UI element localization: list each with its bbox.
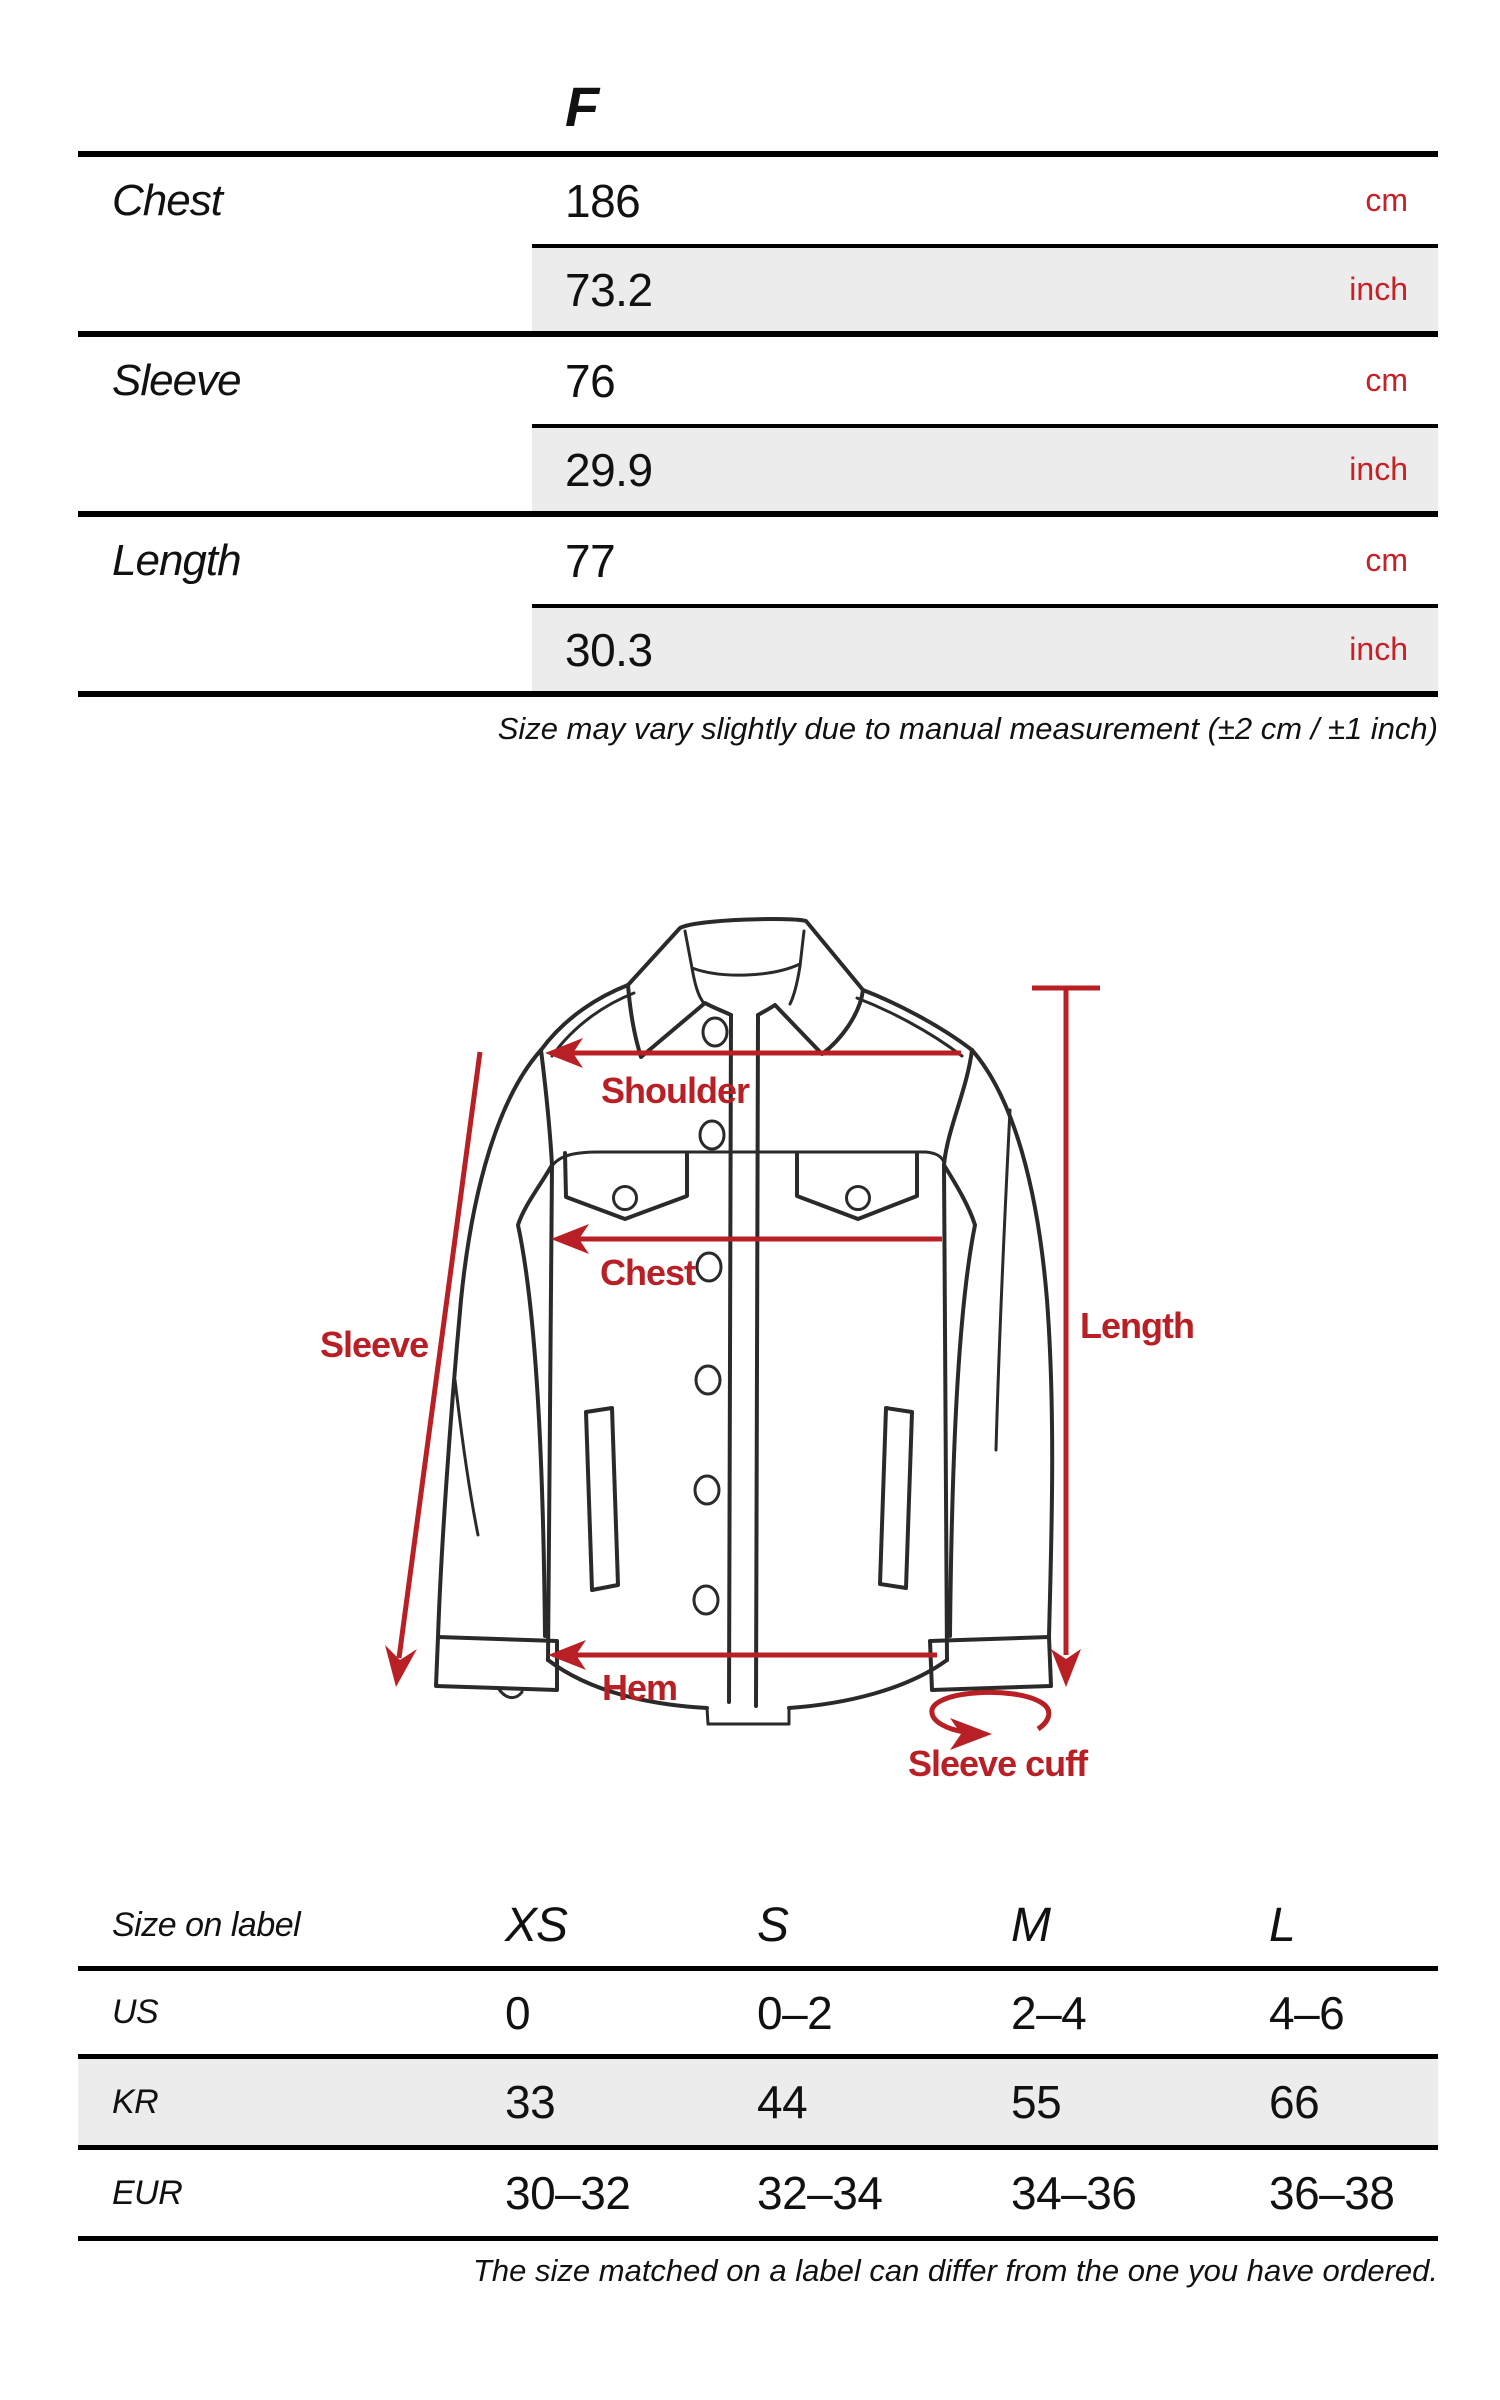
- unit-inch: inch: [1349, 631, 1408, 667]
- unit-inch: inch: [1349, 271, 1408, 307]
- jacket-diagram-svg: [280, 860, 1220, 1810]
- welt-pocket-left: [586, 1408, 618, 1590]
- body-left-seam: [548, 1165, 552, 1660]
- collar-outline: [628, 919, 863, 990]
- measurements-table: [78, 0, 1438, 747]
- sleeve-cuff-rotation-arrow: [932, 1692, 1049, 1732]
- unit-inch: inch: [1349, 451, 1408, 487]
- neck-right: [790, 966, 800, 1004]
- body-right-seam: [944, 1165, 947, 1660]
- conversion-row-eur: [78, 2150, 1438, 2241]
- size-column-header: F: [565, 75, 599, 138]
- size-value: 44: [757, 2076, 808, 2128]
- measurement-label: Sleeve: [112, 355, 241, 405]
- sleeve-label: Sleeve: [320, 1324, 429, 1365]
- measurement-value-cm: 76: [565, 354, 616, 407]
- shoulder-left-outer: [541, 985, 628, 1050]
- measurement-group-chest: [78, 157, 1438, 337]
- measurement-group-sleeve: [78, 337, 1438, 517]
- measurement-value-inch: 73.2: [565, 263, 653, 316]
- conversion-row-kr: [78, 2059, 1438, 2150]
- sleeve-left-outer: [438, 1050, 541, 1637]
- chest-label: Chest: [600, 1252, 696, 1293]
- collar-inner-left: [685, 931, 692, 968]
- size-value: 0–2: [757, 1986, 833, 2039]
- unit-cm: cm: [1365, 182, 1408, 218]
- measurements-header-row: [78, 0, 1438, 157]
- conversion-row-us: [78, 1971, 1438, 2059]
- size-header-m: M: [1011, 1898, 1050, 1952]
- length-label: Length: [1080, 1305, 1194, 1346]
- size-conversion-table: [78, 1884, 1438, 2289]
- size-value: 34–36: [1011, 2167, 1137, 2219]
- welt-pocket-right: [880, 1408, 912, 1588]
- size-value: 36–38: [1269, 2167, 1395, 2219]
- placket-right-line: [756, 1015, 758, 1706]
- region-label: EUR: [112, 2173, 183, 2212]
- sleeve-left-crease: [455, 1380, 478, 1535]
- armhole-left: [541, 1050, 552, 1165]
- conversion-disclaimer: The size matched on a label can differ from the one you have ordered.: [472, 2253, 1438, 2288]
- measurement-row-cm: [532, 517, 1438, 604]
- shoulder-label: Shoulder: [601, 1070, 750, 1111]
- measurement-value-inch: 29.9: [565, 443, 653, 496]
- neck-left: [692, 968, 703, 1002]
- size-value: 55: [1011, 2076, 1062, 2128]
- sleeve-right-crease: [996, 1110, 1010, 1450]
- measurement-value-cm: 186: [565, 174, 641, 227]
- measurement-row-cm: [532, 157, 1438, 244]
- measurement-disclaimer: Size may vary slightly due to manual measurement (±2 cm / ±1 inch): [497, 711, 1438, 746]
- pocket-right-button: [847, 1187, 870, 1210]
- armhole-right: [944, 1050, 972, 1165]
- size-value: 0: [505, 1986, 531, 2039]
- measurement-value-inch: 30.3: [565, 623, 653, 676]
- sleeve-right-outer: [972, 1050, 1052, 1637]
- size-value: 30–32: [505, 2167, 631, 2219]
- size-value: 4–6: [1269, 1986, 1345, 2039]
- button-6: [694, 1586, 718, 1614]
- button-4: [696, 1366, 720, 1394]
- size-header-s: S: [757, 1898, 789, 1952]
- size-value: 66: [1269, 2076, 1320, 2128]
- measurement-row-inch: [532, 604, 1438, 691]
- button-1: [703, 1018, 727, 1046]
- sleeve-cuff-label: Sleeve cuff: [908, 1743, 1088, 1784]
- jacket-drawing: [436, 919, 1052, 1724]
- shoulder-right-inner: [857, 998, 962, 1056]
- size-header-l: L: [1269, 1898, 1295, 1952]
- collar-leaf-right: [758, 990, 863, 1054]
- measurement-row-inch: [532, 424, 1438, 511]
- conversion-header-row: [78, 1884, 1438, 1971]
- size-value: 32–34: [757, 2167, 883, 2219]
- measurement-label: Chest: [112, 175, 222, 225]
- hem-label: Hem: [602, 1667, 678, 1708]
- unit-cm: cm: [1365, 362, 1408, 398]
- measurement-label: Length: [112, 535, 241, 585]
- jacket-measurement-diagram: [280, 860, 1220, 1810]
- region-label: KR: [112, 2082, 159, 2121]
- collar-band: [692, 964, 800, 975]
- measurement-value-cm: 77: [565, 534, 616, 587]
- size-header-xs: XS: [505, 1898, 568, 1952]
- size-on-label-header: Size on label: [112, 1905, 301, 1944]
- measurement-row-cm: [532, 337, 1438, 424]
- hem-right: [789, 1660, 947, 1708]
- measurement-row-inch: [532, 244, 1438, 331]
- region-label: US: [112, 1993, 159, 2031]
- placket-left-line: [729, 1015, 731, 1702]
- button-2: [700, 1121, 724, 1149]
- measurement-group-length: [78, 517, 1438, 697]
- shoulder-right-outer: [863, 990, 972, 1050]
- size-value: 2–4: [1011, 1986, 1087, 2039]
- button-5: [695, 1476, 719, 1504]
- cuff-left: [436, 1637, 557, 1690]
- collar-inner-right: [800, 931, 804, 966]
- unit-cm: cm: [1365, 542, 1408, 578]
- chest-yoke-line: [552, 1152, 944, 1166]
- pocket-left-button: [614, 1187, 637, 1210]
- button-3: [697, 1253, 721, 1281]
- hem-center-panel: [707, 1708, 789, 1724]
- size-value: 33: [505, 2076, 556, 2128]
- sleeve-right-inner: [944, 1165, 975, 1636]
